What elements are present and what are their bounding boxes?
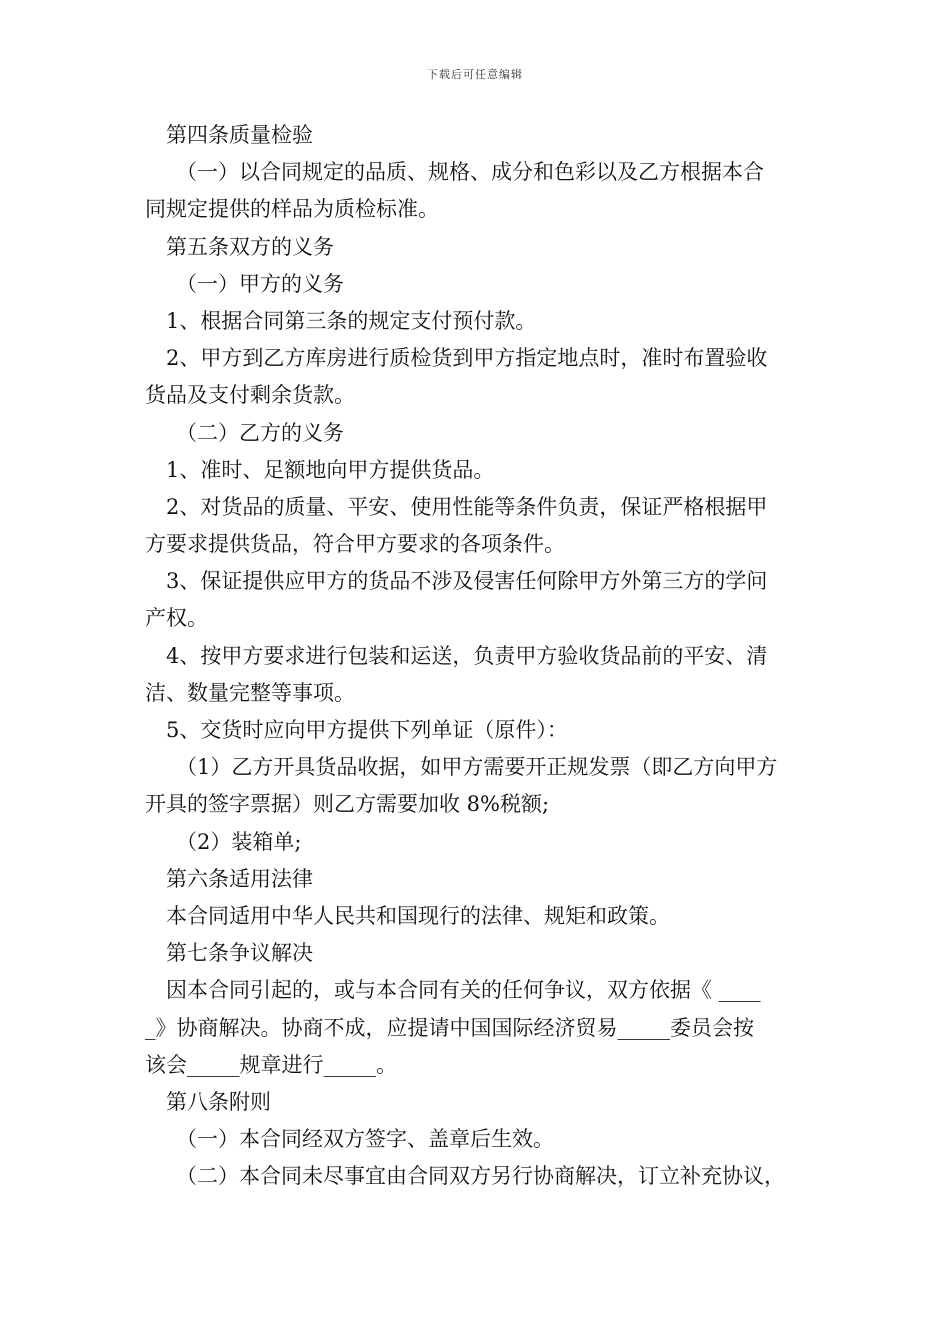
list-item: （二）本合同未尽事宜由合同双方另行协商解决，订立补充协议， xyxy=(176,1164,785,1189)
list-item: 4、按甲方要求进行包装和运送，负责甲方验收货品前的平安、清 xyxy=(166,643,768,668)
section-heading-6: 第六条适用法律 xyxy=(166,866,313,891)
paragraph-line: （一）以合同规定的品质、规格、成分和色彩以及乙方根据本合 xyxy=(176,160,764,185)
list-item: 1、根据合同第三条的规定支付预付款。 xyxy=(166,308,537,333)
list-item: 2、对货品的质量、平安、使用性能等条件负责，保证严格根据甲 xyxy=(166,494,768,519)
paragraph-line: 因本合同引起的，或与本合同有关的任何争议，双方依据《 ____ xyxy=(166,978,761,1003)
paragraph-line: _》协商解决。协商不成，应提请中国国际经济贸易_____委员会按 xyxy=(145,1015,754,1040)
list-item: （一）本合同经双方签字、盖章后生效。 xyxy=(176,1127,554,1152)
paragraph-line: 该会_____规章进行_____。 xyxy=(145,1052,397,1077)
paragraph-line: 洁、数量完整等事项。 xyxy=(145,680,355,705)
list-item: 3、保证提供应甲方的货品不涉及侵害任何除甲方外第三方的学问 xyxy=(166,569,768,594)
list-item: 5、交货时应向甲方提供下列单证（原件）： xyxy=(166,718,568,742)
paragraph-line: 方要求提供货品，符合甲方要求的各项条件。 xyxy=(145,532,565,557)
section-heading-7: 第七条争议解决 xyxy=(166,941,313,966)
list-item: （1）乙方开具货品收据，如甲方需要开正规发票（即乙方向甲方 xyxy=(176,755,778,780)
subsection-heading: （一）甲方的义务 xyxy=(176,271,344,296)
paragraph-line: 本合同适用中华人民共和国现行的法律、规矩和政策。 xyxy=(166,903,670,928)
paragraph-line: 货品及支付剩余货款。 xyxy=(145,383,355,408)
paragraph-line: 同规定提供的样品为质检标准。 xyxy=(145,197,439,222)
list-item: 1、准时、足额地向甲方提供货品。 xyxy=(166,457,495,482)
document-body xyxy=(145,117,817,1195)
list-item: （2）装箱单; xyxy=(176,829,302,854)
section-heading-5: 第五条双方的义务 xyxy=(166,234,334,259)
section-heading-8: 第八条附则 xyxy=(166,1089,271,1114)
list-item: 2、甲方到乙方库房进行质检货到甲方指定地点时，准时布置验收 xyxy=(166,346,768,371)
page-header: 下载后可任意编辑 xyxy=(427,68,523,81)
paragraph-line: 开具的签字票据）则乙方需要加收 8%税额; xyxy=(145,792,550,817)
section-heading-4: 第四条质量检验 xyxy=(166,123,313,147)
subsection-heading: （二）乙方的义务 xyxy=(176,420,344,445)
paragraph-line: 产权。 xyxy=(145,606,208,631)
